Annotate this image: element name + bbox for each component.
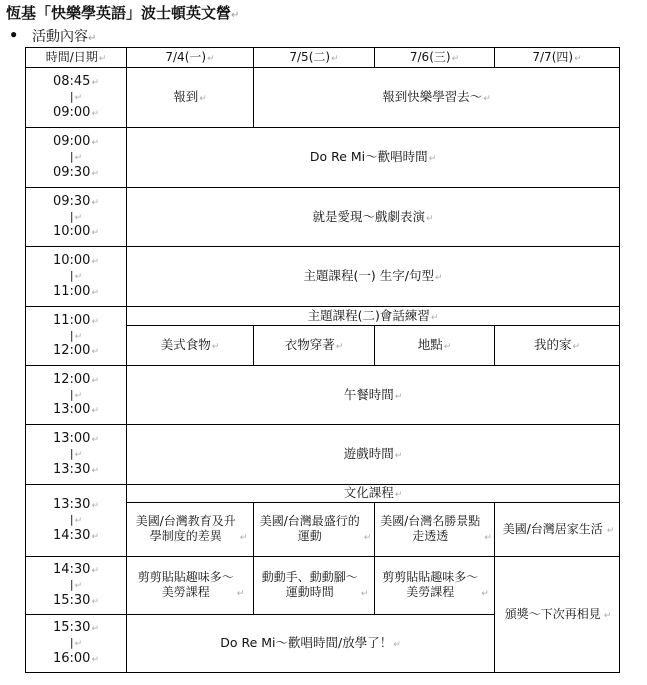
activity-cell: 就是愛現～戲劇表演↵	[127, 188, 620, 247]
table-row	[26, 557, 620, 615]
time-slot: 14:30↵ |↵ 15:30↵	[26, 557, 127, 615]
time-slot: 13:30↵ |↵ 14:30↵	[26, 485, 127, 557]
table-row	[26, 366, 620, 425]
activity-cell: 主題課程(一) 生字/句型↵	[127, 247, 620, 307]
topic-cell: 衣物穿著↵	[254, 326, 375, 366]
document-title	[6, 2, 239, 23]
topic-cell: 美國/台灣最盛行的運動 ↵	[254, 503, 375, 557]
activity-cell: 主題課程(二)會話練習↵	[127, 307, 620, 326]
activity-cell: 文化課程↵	[127, 485, 620, 503]
activity-cell: Do Re Mi～歡唱時間↵	[127, 128, 620, 188]
topic-cell: 美國/台灣名勝景點走透透 ↵	[375, 503, 495, 557]
section-heading-text: 活動內容	[32, 29, 88, 45]
activity-cell: 動動手、動動腳～運動時間 ↵	[254, 557, 375, 615]
time-slot: 13:00↵ |↵ 13:30↵	[26, 425, 127, 485]
topic-cell: 我的家↵	[495, 326, 620, 366]
topic-cell: 地點↵	[375, 326, 495, 366]
paragraph-mark: ↵	[88, 33, 97, 44]
day-header: 7/4(一)↵	[127, 48, 254, 68]
table-header-row	[26, 48, 620, 68]
bullet-icon: ●	[10, 27, 18, 41]
topic-cell: 美國/台灣教育及升學制度的差異 ↵	[127, 503, 254, 557]
activity-cell: 遊戲時間↵	[127, 425, 620, 485]
schedule-table	[25, 47, 620, 673]
day-header: 7/6(三)↵	[375, 48, 495, 68]
table-row	[26, 247, 620, 307]
time-slot: 09:00↵ |↵ 09:30↵	[26, 128, 127, 188]
table-row	[26, 188, 620, 247]
table-row	[26, 425, 620, 485]
table-row	[26, 485, 620, 503]
document-title-text: 恆基「快樂學英語」波士頓英文營	[6, 4, 232, 22]
table-row	[26, 128, 620, 188]
day-header: 7/7(四)↵	[495, 48, 620, 68]
time-slot: 12:00↵ |↵ 13:00↵	[26, 366, 127, 425]
time-slot: 08:45↵ |↵ 09:00↵	[26, 68, 127, 128]
table-row	[26, 307, 620, 326]
time-slot: 15:30↵ |↵ 16:00↵	[26, 615, 127, 673]
day-header: 7/5(二)↵	[254, 48, 375, 68]
activity-cell: 午餐時間↵	[127, 366, 620, 425]
corner-header: 時間/日期↵	[26, 48, 127, 68]
activity-cell: 剪剪貼貼趣味多～美勞課程 ↵	[375, 557, 495, 615]
time-slot: 09:30↵ |↵ 10:00↵	[26, 188, 127, 247]
paragraph-mark: ↵	[231, 10, 240, 21]
time-slot: 11:00↵ |↵ 12:00↵	[26, 307, 127, 366]
activity-cell: Do Re Mi～歡唱時間/放學了！↵	[127, 615, 495, 673]
topic-cell: 美式食物↵	[127, 326, 254, 366]
table-row	[26, 68, 620, 128]
activity-cell: 報到快樂學習去～↵	[254, 68, 620, 128]
time-slot: 10:00↵ |↵ 11:00↵	[26, 247, 127, 307]
section-heading	[32, 26, 96, 46]
activity-cell: 剪剪貼貼趣味多～美勞課程 ↵	[127, 557, 254, 615]
activity-cell: 報到↵	[127, 68, 254, 128]
topic-cell: 美國/台灣居家生活 ↵	[495, 503, 620, 557]
award-cell: 頒獎～下次再相見 ↵	[495, 557, 620, 673]
